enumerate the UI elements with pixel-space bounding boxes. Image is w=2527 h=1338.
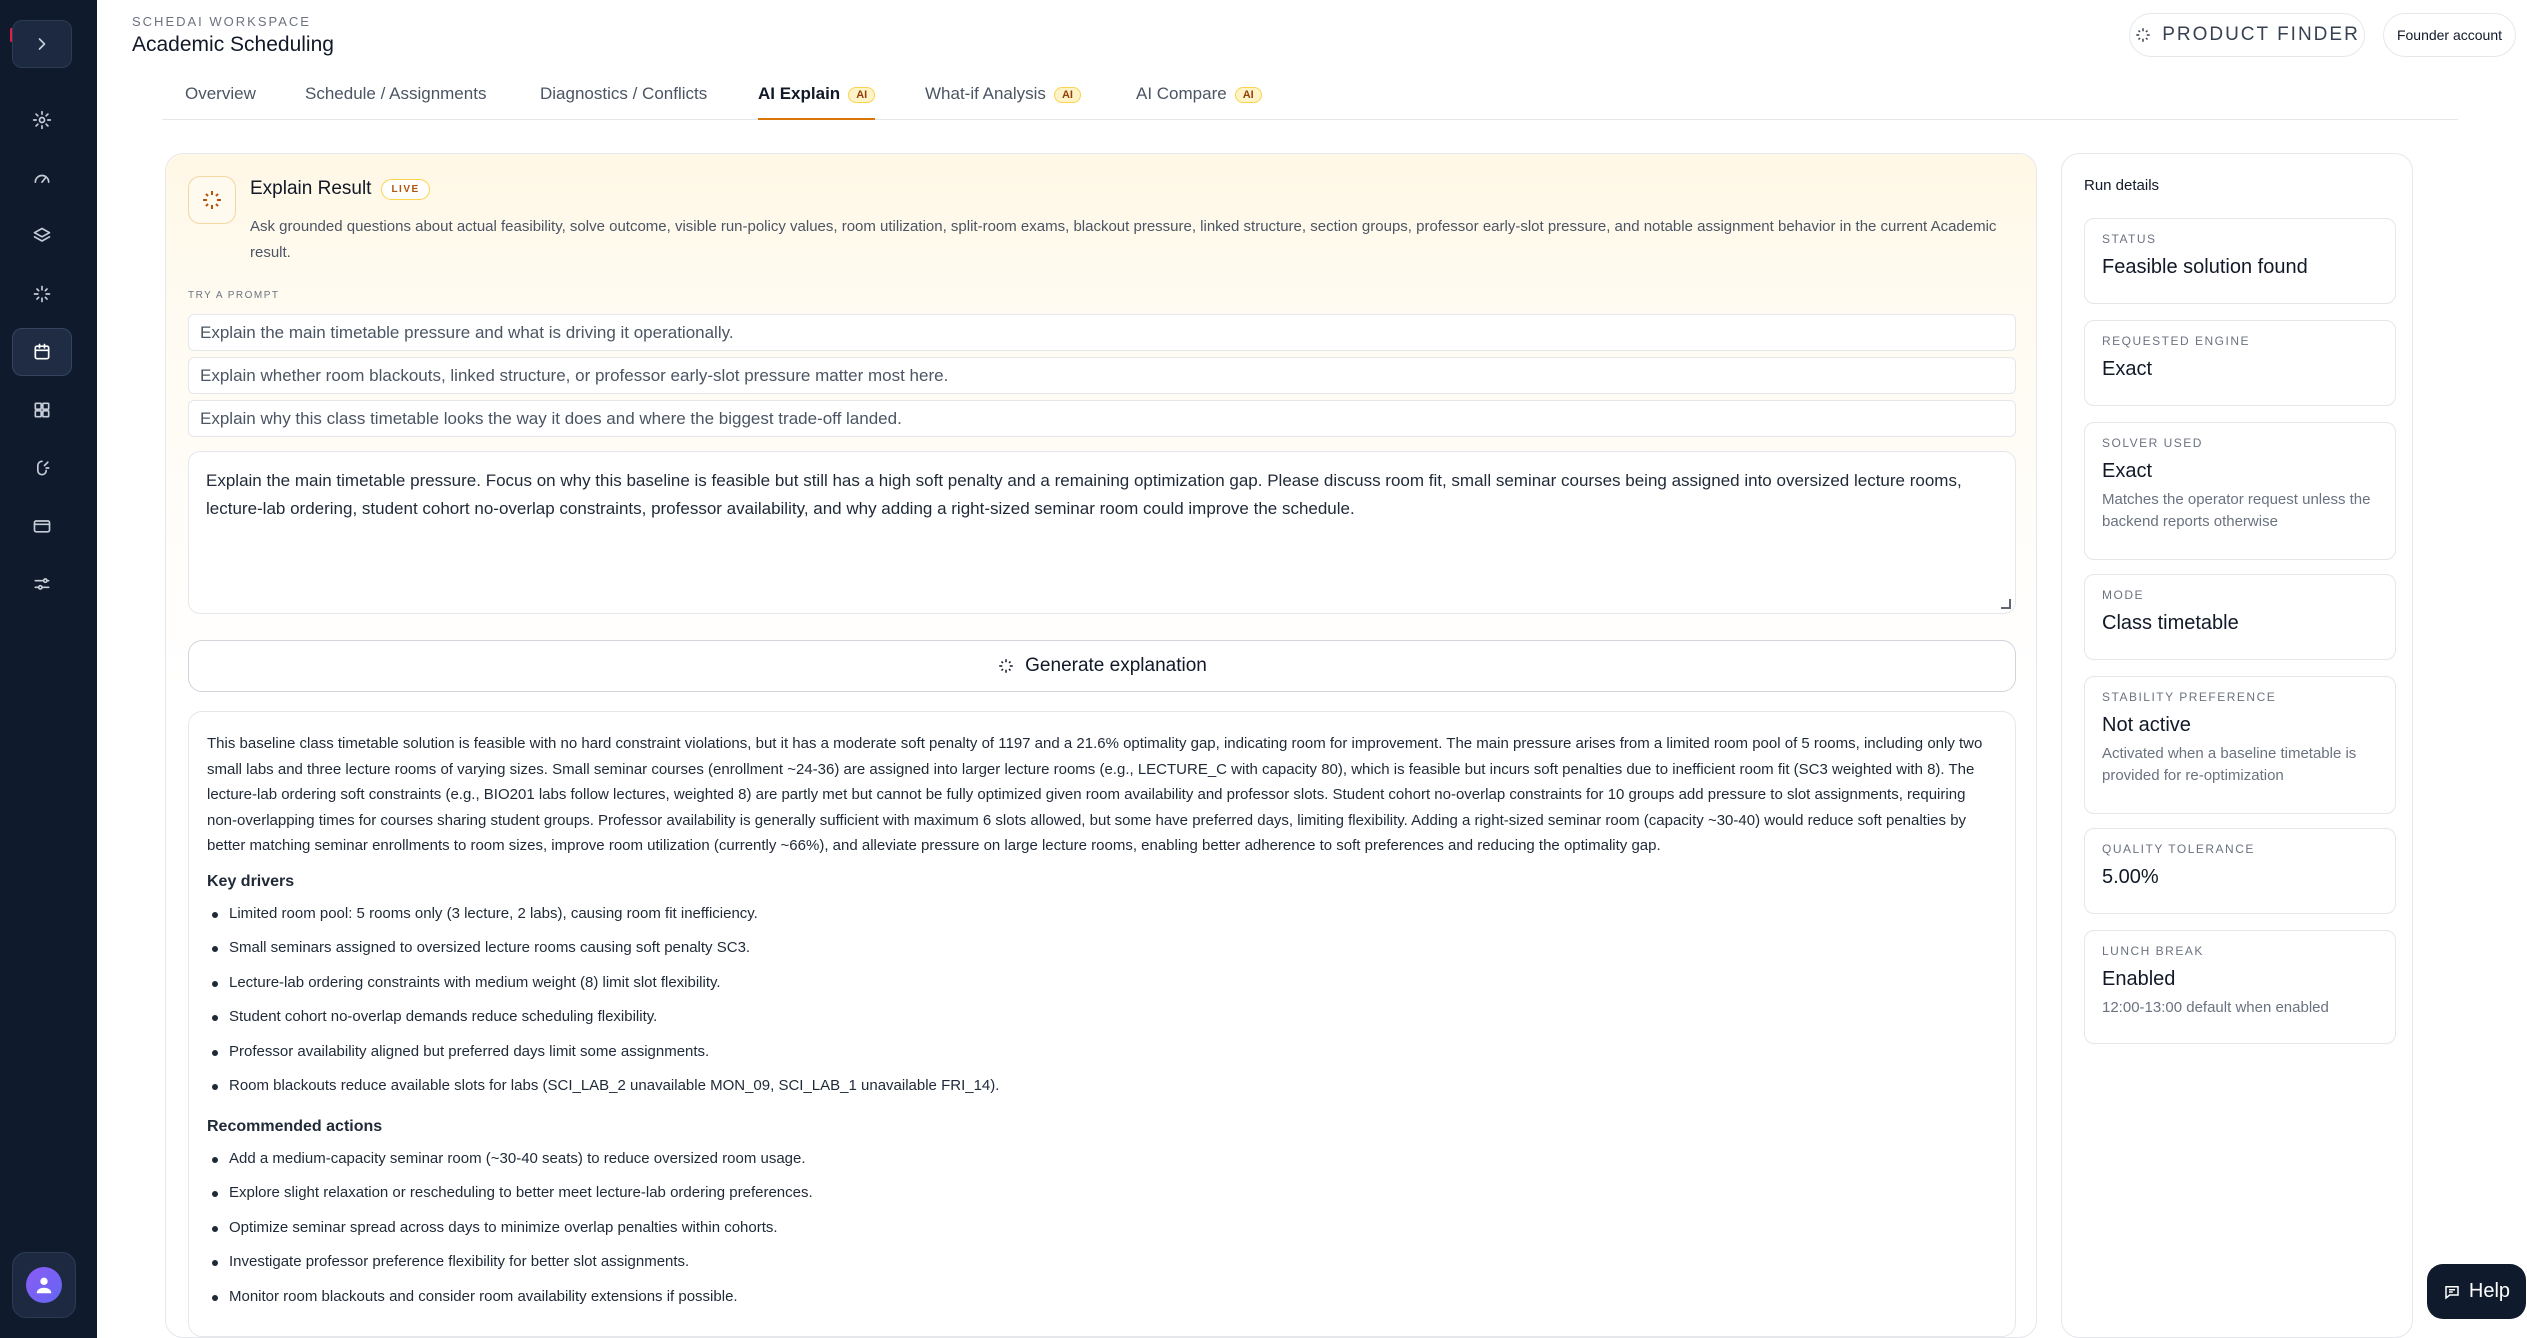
recommended-actions-heading: Recommended actions xyxy=(207,1117,383,1135)
generate-explanation-button[interactable] xyxy=(188,640,2016,692)
detail-card-requested-engine xyxy=(2084,320,2396,406)
detail-label: LUNCH BREAK xyxy=(2102,944,2204,958)
run-details-panel xyxy=(2061,153,2413,1338)
tab-schedule-assignments[interactable] xyxy=(305,84,486,120)
sidebar-toggle-button[interactable] xyxy=(12,20,72,68)
prompt-suggestion[interactable]: Explain the main timetable pressure and what is driving it operationally. xyxy=(188,314,2016,351)
detail-card-status xyxy=(2084,218,2396,304)
user-icon xyxy=(33,1274,55,1296)
sparkles-icon xyxy=(32,284,52,304)
list-item: Optimize seminar spread across days to minimize overlap penalties within cohorts. xyxy=(207,1211,1997,1246)
detail-card-lunch-break xyxy=(2084,930,2396,1044)
recommended-actions-list xyxy=(207,1142,1997,1315)
tab-label: AI Explain xyxy=(758,84,841,103)
user-avatar-button[interactable] xyxy=(12,1252,76,1318)
list-item: Student cohort no-overlap demands reduce scheduling flexibility. xyxy=(207,1000,1997,1035)
detail-value: Enabled xyxy=(2102,968,2176,990)
sparkles-icon xyxy=(200,188,224,212)
question-text: Explain the main timetable pressure. Focus on why this baseline is feasible but still has a high soft penalty and a remaining optimization gap. Please discuss room fit, small seminar courses being assigned into oversized lecture rooms, lecture-lab ordering, student cohort no-overlap constraints, professor availability, and why adding a right-sized seminar room could improve the schedule. xyxy=(206,471,1962,518)
list-item: Limited room pool: 5 rooms only (3 lecture, 2 labs), causing room fit inefficiency. xyxy=(207,897,1997,932)
workspace-label: SCHEDAI WORKSPACE xyxy=(132,14,311,29)
explanation-result xyxy=(188,711,2016,1337)
question-textarea[interactable] xyxy=(188,451,2016,614)
sidebar-item-billing[interactable] xyxy=(12,502,72,550)
gear-icon xyxy=(32,110,52,130)
prompt-suggestion[interactable]: Explain whether room blackouts, linked structure, or professor early-slot pressure matter most here. xyxy=(188,357,2016,394)
tab-label: AI Compare xyxy=(1136,84,1227,103)
sidebar-item-settings[interactable] xyxy=(12,96,72,144)
key-drivers-list xyxy=(207,897,1997,1104)
tab-ai-compare[interactable] xyxy=(1136,84,1262,120)
live-badge: LIVE xyxy=(381,179,429,200)
list-item: Explore slight relaxation or rescheduling to better meet lecture-lab ordering preferences. xyxy=(207,1176,1997,1211)
sidebar-item-insights[interactable] xyxy=(12,444,72,492)
tab-bar xyxy=(162,70,2458,120)
list-item: Add a medium-capacity seminar room (~30-40 seats) to reduce oversized room usage. xyxy=(207,1142,1997,1177)
detail-card-mode xyxy=(2084,574,2396,660)
key-drivers-heading: Key drivers xyxy=(207,872,295,890)
list-item: Lecture-lab ordering constraints with medium weight (8) limit slot flexibility. xyxy=(207,966,1997,1001)
detail-label: STABILITY PREFERENCE xyxy=(2102,690,2277,704)
detail-card-stability-preference xyxy=(2084,676,2396,814)
run-details-title: Run details xyxy=(2084,177,2160,194)
card-icon xyxy=(32,516,52,536)
list-item: Investigate professor preference flexibility for better slot assignments. xyxy=(207,1245,1997,1280)
help-button[interactable] xyxy=(2427,1264,2526,1319)
gauge-icon xyxy=(32,168,52,188)
sidebar-item-preferences[interactable] xyxy=(12,560,72,608)
detail-card-quality-tolerance xyxy=(2084,828,2396,914)
detail-note: 12:00-13:00 default when enabled xyxy=(2102,999,2329,1016)
sidebar-item-academic-scheduling[interactable] xyxy=(12,328,72,376)
list-item: Room blackouts reduce available slots for labs (SCI_LAB_2 unavailable MON_09, SCI_LAB_1 unavailable FRI_14). xyxy=(207,1069,1997,1104)
detail-value: Not active xyxy=(2102,714,2191,736)
avatar xyxy=(26,1267,62,1303)
detail-note: Activated when a baseline timetable is provided for re-optimization xyxy=(2102,745,2357,784)
sidebar-item-ai[interactable] xyxy=(12,270,72,318)
ai-badge: AI xyxy=(848,87,875,103)
detail-value: Exact xyxy=(2102,460,2153,482)
detail-value: Exact xyxy=(2102,358,2153,380)
list-item: Small seminars assigned to oversized lecture rooms causing soft penalty SC3. xyxy=(207,931,1997,966)
detail-label: QUALITY TOLERANCE xyxy=(2102,842,2255,856)
tab-what-if-analysis[interactable] xyxy=(925,84,1081,120)
detail-value: Class timetable xyxy=(2102,612,2239,634)
ai-badge: AI xyxy=(1235,87,1262,103)
chat-icon xyxy=(2443,1283,2461,1301)
explain-title-text: Explain Result xyxy=(250,178,372,199)
resize-handle[interactable] xyxy=(2001,599,2011,609)
detail-note: Matches the operator request unless the backend reports otherwise xyxy=(2102,491,2371,530)
generate-label: Generate explanation xyxy=(1025,655,1207,676)
brain-icon xyxy=(32,458,52,478)
detail-label: STATUS xyxy=(2102,232,2157,246)
account-button[interactable]: Founder account xyxy=(2383,13,2516,57)
sparkles-icon xyxy=(997,657,1015,675)
tab-diagnostics-conflicts[interactable] xyxy=(540,84,707,120)
sidebar-item-modules[interactable] xyxy=(12,386,72,434)
try-prompt-label: TRY A PROMPT xyxy=(188,290,280,301)
result-summary: This baseline class timetable solution is feasible with no hard constraint violations, but it has a moderate soft penalty of 1197 and a 21.6% optimality gap, indicating room for improvement. The main pressure arises from a limited room pool of 5 rooms, including only two small labs and three lecture rooms of varying sizes. Small seminar courses (enrollment ~24-36) are assigned into larger lecture rooms (e.g., LECTURE_C with capacity 80), which is feasible but incurs soft penalties due to inefficient room fit (SC3 weighted with 8). The lecture-lab ordering soft constraints (e.g., BIO201 labs follow lectures, weighted 8) are partly met but cannot be fully optimized given room availability and professor slots. Student cohort no-overlap constraints for 10 groups add pressure to slot assignments, requiring non-overlapping times for courses sharing student groups. Professor availability is generally sufficient with maximum 6 slots allowed, but some have preferred days, limiting flexibility. Adding a right-sized seminar room (capacity ~30-40) would reduce soft penalties by better matching seminar enrollments to room sizes, improve room utilization (currently ~66%), and alleviate pressure on large lecture rooms, enabling better adherence to soft preferences and reducing the optimality gap. xyxy=(207,735,1983,855)
detail-value: Feasible solution found xyxy=(2102,256,2308,278)
blocks-icon xyxy=(32,400,52,420)
explain-result-card xyxy=(165,153,2037,1338)
sidebar xyxy=(0,0,97,1338)
tab-overview[interactable] xyxy=(185,84,256,120)
tab-label: Overview xyxy=(185,84,256,103)
tab-ai-explain[interactable] xyxy=(758,84,875,120)
layers-icon xyxy=(32,226,52,246)
detail-label: MODE xyxy=(2102,588,2144,602)
ai-badge: AI xyxy=(1054,87,1081,103)
prompt-suggestion[interactable]: Explain why this class timetable looks the way it does and where the biggest trade-off landed. xyxy=(188,400,2016,437)
detail-value: 5.00% xyxy=(2102,866,2159,888)
calendar-icon xyxy=(32,342,52,362)
page-title: Academic Scheduling xyxy=(132,33,334,56)
explain-title xyxy=(250,178,430,200)
detail-label: SOLVER USED xyxy=(2102,436,2203,450)
explain-icon-box xyxy=(188,176,236,224)
sliders-icon xyxy=(32,574,52,594)
explain-description: Ask grounded questions about actual feasibility, solve outcome, visible run-policy values, room utilization, split-room exams, blackout pressure, linked structure, section groups, professor early-slot pressure, and notable assignment behavior in the current Academic result. xyxy=(250,218,1997,261)
product-finder-label: PRODUCT FINDER xyxy=(2162,24,2360,45)
product-finder-button[interactable] xyxy=(2129,13,2365,57)
sparkles-icon xyxy=(2134,26,2152,44)
chevron-right-icon xyxy=(32,34,52,54)
tab-label: Schedule / Assignments xyxy=(305,84,487,103)
main-content xyxy=(97,70,2527,1338)
detail-card-solver-used xyxy=(2084,422,2396,560)
tab-label: What-if Analysis xyxy=(925,84,1046,103)
help-label: Help xyxy=(2468,1280,2511,1302)
list-item: Professor availability aligned but preferred days limit some assignments. xyxy=(207,1035,1997,1070)
top-header xyxy=(97,0,2527,70)
detail-label: REQUESTED ENGINE xyxy=(2102,334,2251,348)
list-item: Monitor room blackouts and consider room availability extensions if possible. xyxy=(207,1280,1997,1315)
sidebar-item-layers[interactable] xyxy=(12,212,72,260)
sidebar-item-dashboard[interactable] xyxy=(12,154,72,202)
tab-label: Diagnostics / Conflicts xyxy=(540,84,708,103)
